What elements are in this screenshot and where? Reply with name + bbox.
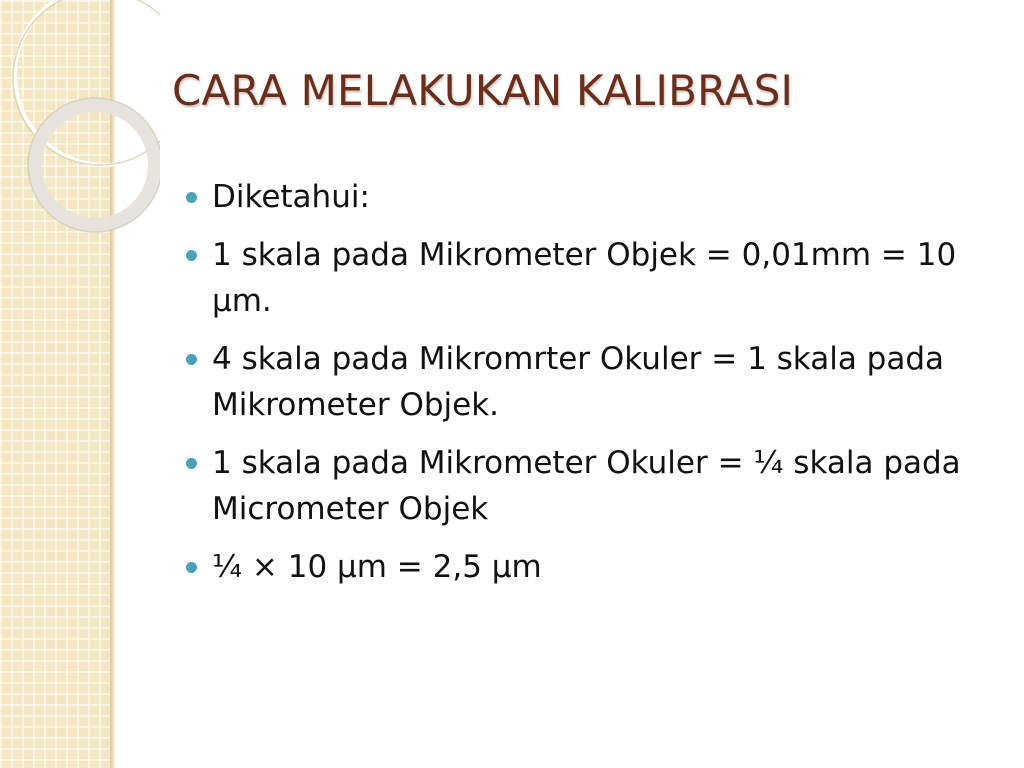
bullet-marker-icon <box>186 354 197 365</box>
bullet-text: 4 skala pada Mikromrter Okuler = 1 skala pada Mikrometer Objek. <box>212 341 945 423</box>
bullet-list <box>186 174 996 602</box>
bullet-marker-icon <box>186 458 197 469</box>
bullet-item <box>186 232 996 324</box>
bullet-item <box>186 174 996 220</box>
slide-title: CARA MELAKUKAN KALIBRASI <box>172 66 794 115</box>
bullet-item <box>186 336 996 428</box>
decorative-rings <box>0 0 160 260</box>
bullet-item <box>186 544 996 590</box>
bullet-marker-icon <box>186 562 197 573</box>
bullet-marker-icon <box>186 250 197 261</box>
bullet-text: 1 skala pada Mikrometer Objek = 0,01mm = 10 µm. <box>212 237 957 319</box>
bullet-text: ¼ × 10 µm = 2,5 µm <box>212 549 542 585</box>
bullet-item <box>186 440 996 532</box>
bullet-text: Diketahui: <box>212 179 370 215</box>
bullet-marker-icon <box>186 192 197 203</box>
bullet-text: 1 skala pada Mikrometer Okuler = ¼ skala pada Micrometer Objek <box>212 445 961 527</box>
